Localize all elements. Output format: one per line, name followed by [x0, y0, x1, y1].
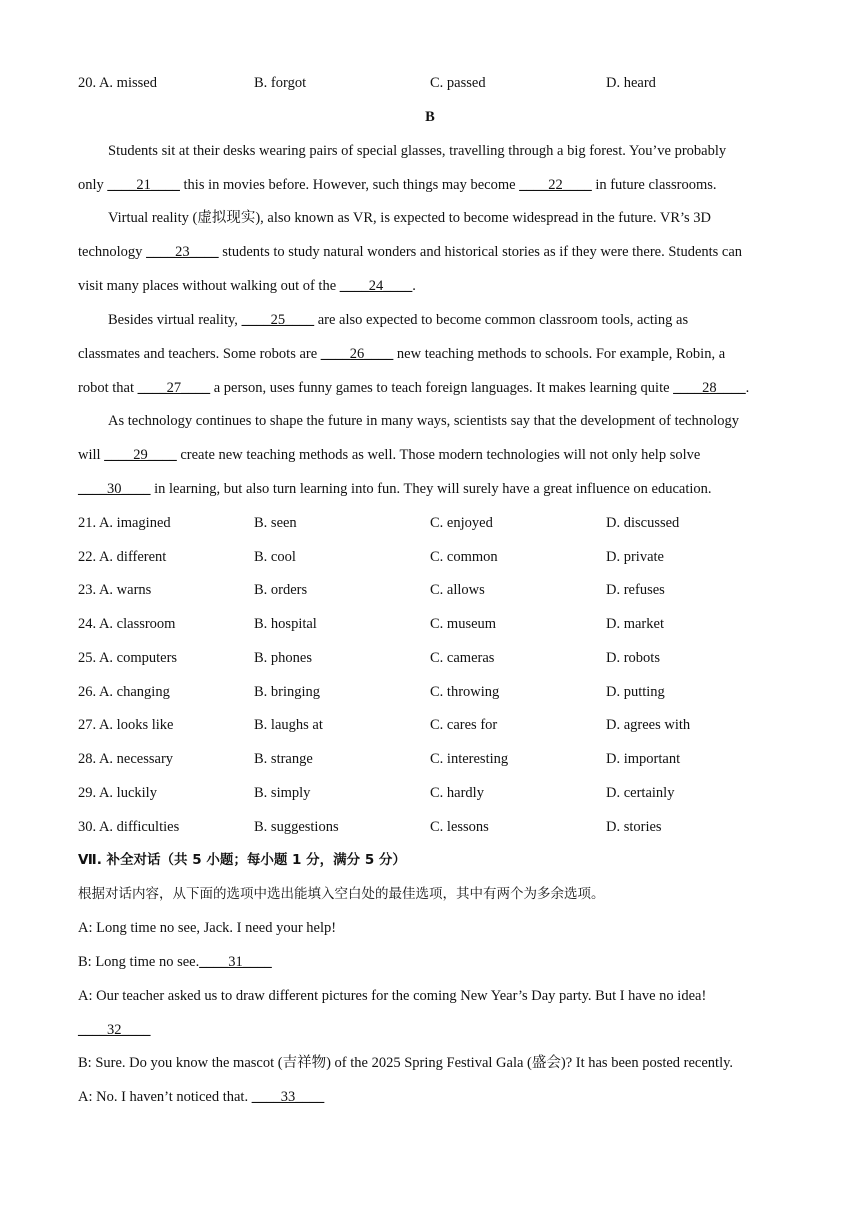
passage-text: this in movies before. However, such things may become [179, 177, 520, 193]
blank-25: ____25____ [241, 312, 315, 328]
blank-28: ____28____ [673, 380, 746, 396]
option-b: B. orders [254, 582, 308, 598]
dialogue-text: B: Long time no see. [78, 954, 200, 970]
option-b: B. strange [254, 751, 313, 767]
blank-31: ____31____ [199, 954, 272, 970]
passage-text: Besides virtual reality, [108, 312, 242, 328]
option-c: C. museum [430, 616, 497, 632]
passage-text: Students sit at their desks wearing pairs of special glasses, travelling through a big forest. You’ve probably [108, 143, 727, 159]
passage-text: robot that [78, 380, 138, 396]
option-a: 29. A. luckily [78, 785, 157, 801]
option-d: D. putting [606, 684, 665, 700]
option-b: B. cool [254, 549, 296, 565]
option-c: C. interesting [430, 751, 509, 767]
option-b: B. phones [254, 650, 312, 666]
option-c: C. enjoyed [430, 515, 493, 531]
option-a: 21. A. imagined [78, 515, 171, 531]
passage-line [78, 276, 782, 296]
q20-option-b: B. forgot [254, 75, 307, 91]
option-d: D. certainly [606, 785, 675, 801]
option-a: 23. A. warns [78, 582, 152, 598]
passage-text: in learning, but also turn learning into fun. They will surely have a great influence on education. [150, 481, 712, 497]
passage-line [78, 479, 782, 499]
blank-30: ____30____ [78, 481, 151, 497]
option-c: C. common [430, 549, 498, 565]
passage-line [108, 310, 782, 330]
dialogue-text: A: No. I haven’t noticed that. [78, 1089, 252, 1105]
option-c: C. lessons [430, 819, 489, 835]
blank-23: ____23____ [146, 244, 219, 260]
dialogue-line: B: Sure. Do you know the mascot (吉祥物) of the 2025 Spring Festival Gala (盛会)? It has been posted recently. [78, 1055, 734, 1071]
option-c: C. hardly [430, 785, 484, 801]
option-d: D. important [606, 751, 681, 767]
option-d: D. discussed [606, 515, 680, 531]
dialogue-line [78, 1020, 782, 1040]
passage-text: are also expected to become common classroom tools, acting as [314, 312, 689, 328]
option-b: B. simply [254, 785, 311, 801]
option-a: 27. A. looks like [78, 717, 174, 733]
blank-32: ____32____ [78, 1022, 151, 1038]
passage-line [108, 141, 782, 161]
passage-text: visit many places without walking out of the [78, 278, 340, 294]
dialogue-line [78, 1087, 782, 1107]
q20-option-a: 20. A. missed [78, 75, 157, 91]
blank-24: ____24____ [339, 278, 413, 294]
passage-text: create new teaching methods as well. Those modern technologies will not only help solve [176, 447, 701, 463]
option-d: D. robots [606, 650, 660, 666]
option-a: 28. A. necessary [78, 751, 174, 767]
option-a: 24. A. classroom [78, 616, 176, 632]
passage-text: . [412, 278, 416, 294]
option-c: C. cares for [430, 717, 498, 733]
section-7-heading: Ⅶ. 补全对话（共 5 小题；每小题 1 分，满分 5 分） [78, 852, 406, 868]
passage-text: in future classrooms. [591, 177, 717, 193]
passage-text: a person, uses funny games to teach foreign languages. It makes learning quite [210, 380, 674, 396]
option-b: B. laughs at [254, 717, 323, 733]
option-a: 25. A. computers [78, 650, 178, 666]
passage-line [78, 445, 782, 465]
passage-line [78, 175, 782, 195]
q20-option-d: D. heard [606, 75, 656, 91]
option-c: C. allows [430, 582, 485, 598]
section-b-label: B [425, 109, 435, 125]
option-b: B. bringing [254, 684, 321, 700]
dialogue-line [78, 952, 782, 972]
option-b: B. seen [254, 515, 297, 531]
option-b: B. hospital [254, 616, 317, 632]
passage-line [78, 242, 782, 262]
passage-line [78, 344, 782, 364]
dialogue-line: A: Our teacher asked us to draw different pictures for the coming New Year’s Day party. But I have no idea! [78, 988, 707, 1004]
option-c: C. throwing [430, 684, 500, 700]
passage-text: technology [78, 244, 147, 260]
passage-line [108, 411, 782, 431]
passage-line [78, 378, 782, 398]
blank-22: ____22____ [519, 177, 592, 193]
option-a: 26. A. changing [78, 684, 170, 700]
passage-text: only [78, 177, 108, 193]
option-d: D. private [606, 549, 664, 565]
passage-line [108, 208, 782, 228]
passage-text: classmates and teachers. Some robots are [78, 346, 321, 362]
option-d: D. stories [606, 819, 662, 835]
passage-text: As technology continues to shape the future in many ways, scientists say that the development of technology [108, 413, 740, 429]
passage-text: students to study natural wonders and historical stories as if they were there. Students can [218, 244, 743, 260]
option-b: B. suggestions [254, 819, 339, 835]
blank-29: ____29____ [104, 447, 177, 463]
blank-33: ____33____ [251, 1089, 325, 1105]
option-d: D. market [606, 616, 664, 632]
passage-text: . [745, 380, 750, 396]
option-a: 22. A. different [78, 549, 167, 565]
option-d: D. agrees with [606, 717, 691, 733]
dialogue-line: A: Long time no see, Jack. I need your help! [78, 920, 337, 936]
option-a: 30. A. difficulties [78, 819, 180, 835]
blank-26: ____26____ [320, 346, 394, 362]
passage-text: new teaching methods to schools. For example, Robin, a [393, 346, 726, 362]
passage-text: Virtual reality (虚拟现实), also known as VR, is expected to become widespread in the future. VR’s 3D [108, 210, 712, 226]
passage-text: will [78, 447, 105, 463]
section-7-instruction: 根据对话内容，从下面的选项中选出能填入空白处的最佳选项，其中有两个为多余选项。 [78, 886, 605, 902]
blank-21: ____21____ [107, 177, 180, 193]
q20-option-c: C. passed [430, 75, 486, 91]
option-c: C. cameras [430, 650, 495, 666]
option-d: D. refuses [606, 582, 665, 598]
blank-27: ____27____ [137, 380, 211, 396]
